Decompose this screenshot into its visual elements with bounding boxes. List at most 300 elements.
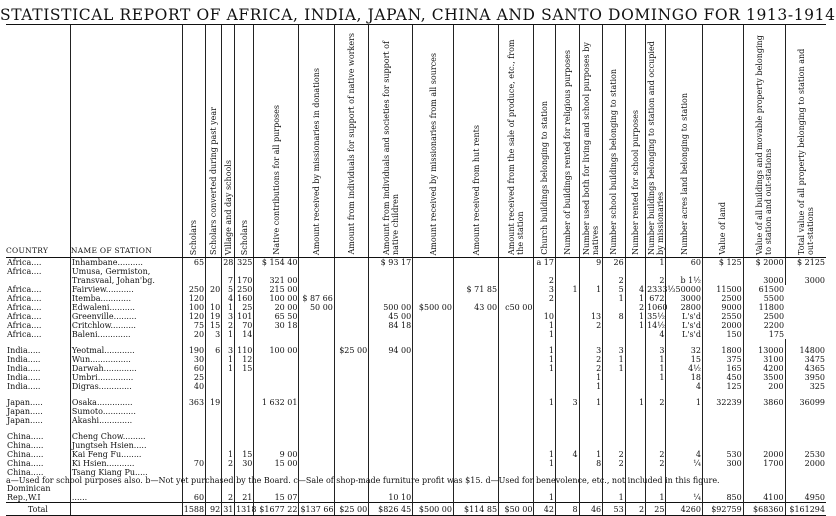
- value-cell: [603, 303, 626, 312]
- value-cell: [334, 303, 368, 312]
- value-cell: 25: [235, 303, 254, 312]
- value-cell: [413, 391, 454, 407]
- value-cell: [603, 441, 626, 450]
- value-cell: 1: [555, 285, 579, 294]
- station-name-cell: Osaka..............: [70, 391, 182, 407]
- value-cell: [454, 425, 499, 441]
- table-row: [6, 312, 826, 321]
- value-cell: [625, 459, 645, 468]
- value-cell: 4: [646, 330, 666, 339]
- value-cell: [499, 459, 534, 468]
- value-cell: [625, 276, 645, 285]
- value-cell: 5: [222, 285, 235, 294]
- value-cell: [625, 330, 645, 339]
- value-cell: [625, 493, 645, 503]
- value-cell: [499, 258, 534, 268]
- value-cell: 25: [182, 373, 206, 382]
- station-name-cell: Transvaal, Johan'bg.: [70, 276, 182, 285]
- value-cell: [702, 407, 743, 416]
- value-cell: [555, 416, 579, 425]
- value-cell: 1060: [647, 303, 668, 312]
- value-cell: [235, 416, 254, 425]
- value-cell: 19: [206, 312, 222, 321]
- country-cell: Africa....: [7, 303, 42, 312]
- header-missionary-occupied: Number buildings belonging to station and occupied by missionaries: [646, 25, 666, 258]
- value-cell: 20: [182, 330, 206, 339]
- value-cell: 250: [235, 285, 254, 294]
- country-cell: India.....: [7, 382, 41, 391]
- value-cell: [206, 425, 222, 441]
- value-cell: 1800: [702, 339, 743, 355]
- value-cell: [206, 276, 222, 285]
- value-cell: [254, 364, 299, 373]
- country-cell: Japan.....: [7, 407, 43, 416]
- value-cell: [299, 364, 334, 373]
- value-cell: [206, 382, 222, 391]
- value-cell: [182, 276, 206, 285]
- value-cell: [206, 441, 222, 450]
- value-cell: 3950: [785, 373, 826, 382]
- value-cell: [235, 391, 254, 407]
- value-cell: 60: [666, 258, 702, 268]
- station-name-cell: ......: [70, 493, 182, 503]
- value-cell: [222, 382, 235, 391]
- value-cell: 165: [702, 364, 743, 373]
- value-cell: $500 00: [413, 303, 454, 312]
- value-cell: [625, 364, 645, 373]
- value-cell: [499, 382, 534, 391]
- value-cell: 2: [625, 303, 645, 312]
- value-cell: 1: [646, 364, 666, 373]
- value-cell: 13000: [743, 339, 785, 355]
- value-cell: [603, 321, 626, 330]
- value-cell: 4100: [743, 493, 785, 503]
- value-cell: 3: [579, 339, 603, 355]
- value-cell: [499, 391, 534, 407]
- value-cell: 1: [222, 355, 235, 364]
- value-cell: L's'd: [666, 312, 702, 321]
- total-value-cell: $68360: [743, 503, 785, 516]
- table-row: [6, 493, 826, 503]
- table-row: [6, 321, 826, 330]
- value-cell: [499, 373, 534, 382]
- value-cell: [555, 267, 579, 276]
- value-cell: 1: [603, 294, 626, 303]
- value-cell: [625, 267, 645, 276]
- value-cell: [299, 373, 334, 382]
- value-cell: 120: [182, 312, 206, 321]
- value-cell: [206, 355, 222, 364]
- value-cell: 170: [235, 276, 254, 285]
- total-value-cell: $826 45: [369, 503, 413, 516]
- value-cell: [625, 425, 645, 441]
- value-cell: [235, 407, 254, 416]
- value-cell: $25 00: [334, 339, 368, 355]
- value-cell: [413, 450, 454, 459]
- value-cell: [413, 321, 454, 330]
- value-cell: [555, 382, 579, 391]
- value-cell: 61500: [743, 285, 785, 294]
- value-cell: 4365: [785, 364, 826, 373]
- station-name-cell: Darwah.............: [70, 364, 182, 373]
- value-cell: [555, 294, 579, 303]
- value-cell: [646, 416, 666, 425]
- station-name-cell: Umbri..............: [70, 373, 182, 382]
- header-missionary-donations: Amount received by missionaries in donations: [299, 25, 334, 258]
- table-row: [6, 285, 826, 294]
- value-cell: 9000: [702, 303, 743, 312]
- station-name-cell: Digras.............: [70, 382, 182, 391]
- value-cell: 5: [603, 285, 626, 294]
- station-name-cell: Kai Feng Fu........: [70, 450, 182, 459]
- value-cell: [579, 276, 603, 285]
- value-cell: $ 2125: [785, 258, 826, 268]
- value-cell: [334, 294, 368, 303]
- header-value-buildings: Value of all buildings and movable property belonging to station and out-stations: [743, 25, 785, 258]
- value-cell: [579, 294, 603, 303]
- value-cell: [299, 276, 334, 285]
- value-cell: [702, 441, 743, 450]
- value-cell: [334, 330, 368, 339]
- value-cell: [413, 425, 454, 441]
- country-cell: [6, 276, 70, 285]
- value-cell: [499, 441, 534, 450]
- value-cell: 84 18: [369, 321, 413, 330]
- value-cell: [454, 267, 499, 276]
- value-cell: [413, 330, 454, 339]
- table-row: [6, 294, 826, 303]
- value-cell: 4½: [666, 364, 702, 373]
- value-cell: 3100: [743, 355, 785, 364]
- value-cell: 3: [603, 339, 626, 355]
- value-cell: [254, 330, 299, 339]
- value-cell: 1: [646, 258, 666, 268]
- value-cell: [413, 382, 454, 391]
- total-value-cell: $92759: [702, 503, 743, 516]
- value-cell: [369, 373, 413, 382]
- value-cell: 15: [666, 355, 702, 364]
- value-cell: [555, 276, 579, 285]
- value-cell: 1: [603, 493, 626, 503]
- value-cell: 1: [534, 364, 555, 373]
- value-cell: [182, 425, 206, 441]
- value-cell: 1: [534, 330, 555, 339]
- value-cell: 7: [222, 276, 235, 285]
- value-cell: 1: [579, 391, 603, 407]
- value-cell: [555, 407, 579, 416]
- station-name-cell: Jungtseh Hsien.....: [70, 441, 182, 450]
- report-title: STATISTICAL REPORT OF AFRICA, INDIA, JAPAN, CHINA AND SANTO DOMINGO FOR 1913-1914: [0, 6, 836, 24]
- value-cell: [579, 303, 603, 312]
- total-value-cell: $137 66: [300, 504, 334, 514]
- value-cell: 40: [182, 382, 206, 391]
- country-cell: China.....: [7, 432, 44, 441]
- value-cell: 2500: [702, 294, 743, 303]
- country-cell: India.....: [7, 364, 41, 373]
- value-cell: [182, 416, 206, 425]
- value-cell: 3: [534, 285, 555, 294]
- value-cell: 32239: [702, 391, 743, 407]
- value-cell: [454, 339, 499, 355]
- value-cell: 3: [222, 339, 235, 355]
- value-cell: [555, 459, 579, 468]
- value-cell: 215 00: [254, 285, 299, 294]
- value-cell: 3: [646, 339, 666, 355]
- value-cell: 14: [235, 330, 254, 339]
- value-cell: 100 00: [254, 294, 299, 303]
- value-cell: $ 87 66: [299, 294, 334, 303]
- value-cell: [222, 391, 235, 407]
- value-cell: 120: [182, 294, 206, 303]
- value-cell: 15: [235, 450, 254, 459]
- value-cell: [454, 416, 499, 425]
- value-cell: [206, 459, 222, 468]
- value-cell: 18: [666, 373, 702, 382]
- value-cell: [579, 441, 603, 450]
- value-cell: 500 00: [369, 303, 413, 312]
- value-cell: 35½: [647, 312, 666, 321]
- table-row: [6, 391, 826, 407]
- value-cell: [413, 267, 454, 276]
- value-cell: 1: [625, 391, 645, 407]
- value-cell: [534, 441, 555, 450]
- value-cell: 1: [534, 391, 555, 407]
- value-cell: [299, 382, 334, 391]
- value-cell: 70: [235, 321, 254, 330]
- value-cell: [299, 407, 334, 416]
- value-cell: 10 10: [369, 493, 413, 503]
- value-cell: [254, 441, 299, 450]
- value-cell: [206, 416, 222, 425]
- value-cell: [499, 276, 534, 285]
- value-cell: 1: [534, 321, 555, 330]
- value-cell: L's'd: [666, 330, 702, 339]
- value-cell: 2000: [743, 450, 785, 459]
- value-cell: [454, 459, 499, 468]
- value-cell: [534, 373, 555, 382]
- value-cell: [299, 391, 334, 407]
- value-cell: [334, 425, 368, 441]
- value-cell: [499, 407, 534, 416]
- value-cell: [454, 407, 499, 416]
- value-cell: 110: [235, 339, 254, 355]
- total-value-cell: 53: [603, 503, 626, 516]
- value-cell: [603, 373, 626, 382]
- value-cell: [334, 382, 368, 391]
- value-cell: [785, 416, 826, 425]
- value-cell: [454, 441, 499, 450]
- value-cell: [369, 285, 413, 294]
- value-cell: [603, 416, 626, 425]
- value-cell: [222, 267, 235, 276]
- value-cell: [413, 276, 454, 285]
- table-row: [6, 382, 826, 391]
- table-row: [6, 441, 826, 450]
- table-row: [6, 373, 826, 382]
- value-cell: [702, 425, 743, 441]
- value-cell: 3: [206, 330, 222, 339]
- country-cell: China.....: [7, 468, 44, 477]
- value-cell: 1: [579, 373, 603, 382]
- value-cell: 4: [666, 382, 702, 391]
- value-cell: [299, 267, 334, 276]
- value-cell: [625, 382, 645, 391]
- value-cell: [254, 416, 299, 425]
- value-cell: [413, 258, 454, 268]
- value-cell: 1: [579, 285, 603, 294]
- value-cell: 150: [702, 330, 743, 339]
- value-cell: [454, 312, 499, 321]
- value-cell: [206, 267, 222, 276]
- value-cell: 2: [579, 364, 603, 373]
- value-cell: [534, 382, 555, 391]
- value-cell: [254, 267, 299, 276]
- value-cell: 50 00: [299, 303, 334, 312]
- value-cell: [625, 355, 645, 364]
- total-row: [6, 503, 826, 516]
- value-cell: 2: [534, 276, 555, 285]
- value-cell: 100 00: [254, 339, 299, 355]
- value-cell: 10: [534, 312, 555, 321]
- value-cell: 8: [579, 459, 603, 468]
- value-cell: 1: [603, 364, 626, 373]
- country-cell: Africa....: [7, 294, 42, 303]
- value-cell: 200: [743, 382, 785, 391]
- value-cell: 3475: [785, 355, 826, 364]
- value-cell: [334, 312, 368, 321]
- total-value-cell: $161294: [785, 503, 826, 516]
- value-cell: 175: [743, 330, 785, 339]
- station-name-cell: Tsang Kiang Pu.....: [70, 468, 182, 477]
- value-cell: [555, 321, 579, 330]
- value-cell: [785, 441, 826, 450]
- value-cell: 1: [666, 391, 702, 407]
- value-cell: 1: [222, 364, 235, 373]
- value-cell: 15: [235, 364, 254, 373]
- value-cell: $ 71 85: [454, 285, 499, 294]
- value-cell: 1: [534, 459, 555, 468]
- value-cell: 1: [603, 355, 626, 364]
- country-cell: India.....: [7, 355, 41, 364]
- country-cell: Africa....: [7, 330, 42, 339]
- value-cell: 4: [666, 450, 702, 459]
- value-cell: [534, 267, 555, 276]
- value-cell: 3000: [666, 294, 702, 303]
- value-cell: [499, 493, 534, 503]
- value-cell: 530: [702, 450, 743, 459]
- value-cell: [299, 285, 334, 294]
- value-cell: 50000: [666, 285, 702, 294]
- station-name-cell: Yeotmal............: [70, 339, 182, 355]
- value-cell: [413, 312, 454, 321]
- value-cell: 3: [555, 391, 579, 407]
- value-cell: [299, 339, 334, 355]
- total-value-cell: 1318: [236, 504, 257, 514]
- value-cell: 15 00: [254, 459, 299, 468]
- table-row: [6, 303, 826, 312]
- value-cell: 10: [206, 303, 222, 312]
- country-cell: Africa....: [7, 258, 42, 267]
- value-cell: [222, 373, 235, 382]
- value-cell: [299, 493, 334, 503]
- value-cell: [454, 258, 499, 268]
- value-cell: 101: [235, 312, 254, 321]
- value-cell: [625, 407, 645, 416]
- value-cell: 2: [222, 493, 235, 503]
- value-cell: [299, 450, 334, 459]
- value-cell: [534, 416, 555, 425]
- value-cell: [334, 459, 368, 468]
- value-cell: [555, 493, 579, 503]
- value-cell: $ 93 17: [369, 258, 413, 268]
- value-cell: [299, 355, 334, 364]
- station-name-cell: Fairview...........: [70, 285, 182, 294]
- station-name-cell: Baleni.............: [70, 330, 182, 339]
- value-cell: 4: [625, 285, 645, 294]
- value-cell: [222, 441, 235, 450]
- value-cell: 1: [534, 355, 555, 364]
- header-hut-rents: Amount received from hut rents: [454, 25, 499, 258]
- value-cell: [666, 441, 702, 450]
- value-cell: [555, 441, 579, 450]
- value-cell: [555, 364, 579, 373]
- value-cell: 1: [222, 450, 235, 459]
- header-native-contributions: Native contributions for all purposes: [254, 25, 299, 258]
- value-cell: [299, 416, 334, 425]
- value-cell: [206, 493, 222, 503]
- total-value-cell: $50 00: [499, 503, 534, 516]
- station-name-cell: Itemba............: [70, 294, 182, 303]
- value-cell: 1: [646, 373, 666, 382]
- footnote: a—Used for school purposes also. b—Not yet purchased by the Board. c—Sale of shop-made furniture profit was $15. d—Used for benevolence, etc., not included in this figure.: [6, 476, 720, 485]
- station-name-cell: Akashi.............: [70, 416, 182, 425]
- value-cell: [206, 294, 222, 303]
- table-row: [6, 364, 826, 373]
- total-value-cell: 42: [534, 503, 555, 516]
- value-cell: 13: [579, 312, 603, 321]
- value-cell: [413, 355, 454, 364]
- value-cell: 14800: [785, 339, 826, 355]
- value-cell: [646, 425, 666, 441]
- value-cell: [499, 321, 534, 330]
- value-cell: [499, 364, 534, 373]
- value-cell: [666, 267, 702, 276]
- value-cell: [785, 267, 826, 276]
- country-cell: Africa....: [7, 285, 42, 294]
- value-cell: [369, 330, 413, 339]
- value-cell: [499, 312, 534, 321]
- value-cell: 850: [702, 493, 743, 503]
- value-cell: [235, 267, 254, 276]
- value-cell: [334, 285, 368, 294]
- value-cell: [743, 441, 785, 450]
- value-cell: [579, 425, 603, 441]
- country-cell: China.....: [7, 459, 44, 468]
- value-cell: 4: [555, 450, 579, 459]
- value-cell: [454, 364, 499, 373]
- value-cell: 8: [603, 312, 626, 321]
- value-cell: 160: [235, 294, 254, 303]
- value-cell: 2000: [702, 321, 743, 330]
- total-value-cell: 46: [579, 503, 603, 516]
- value-cell: [235, 441, 254, 450]
- country-cell: China.....: [7, 441, 44, 450]
- value-cell: 4950: [785, 493, 826, 503]
- value-cell: 1: [646, 493, 666, 503]
- value-cell: [369, 294, 413, 303]
- value-cell: 2530: [785, 450, 826, 459]
- value-cell: 5500: [743, 294, 785, 303]
